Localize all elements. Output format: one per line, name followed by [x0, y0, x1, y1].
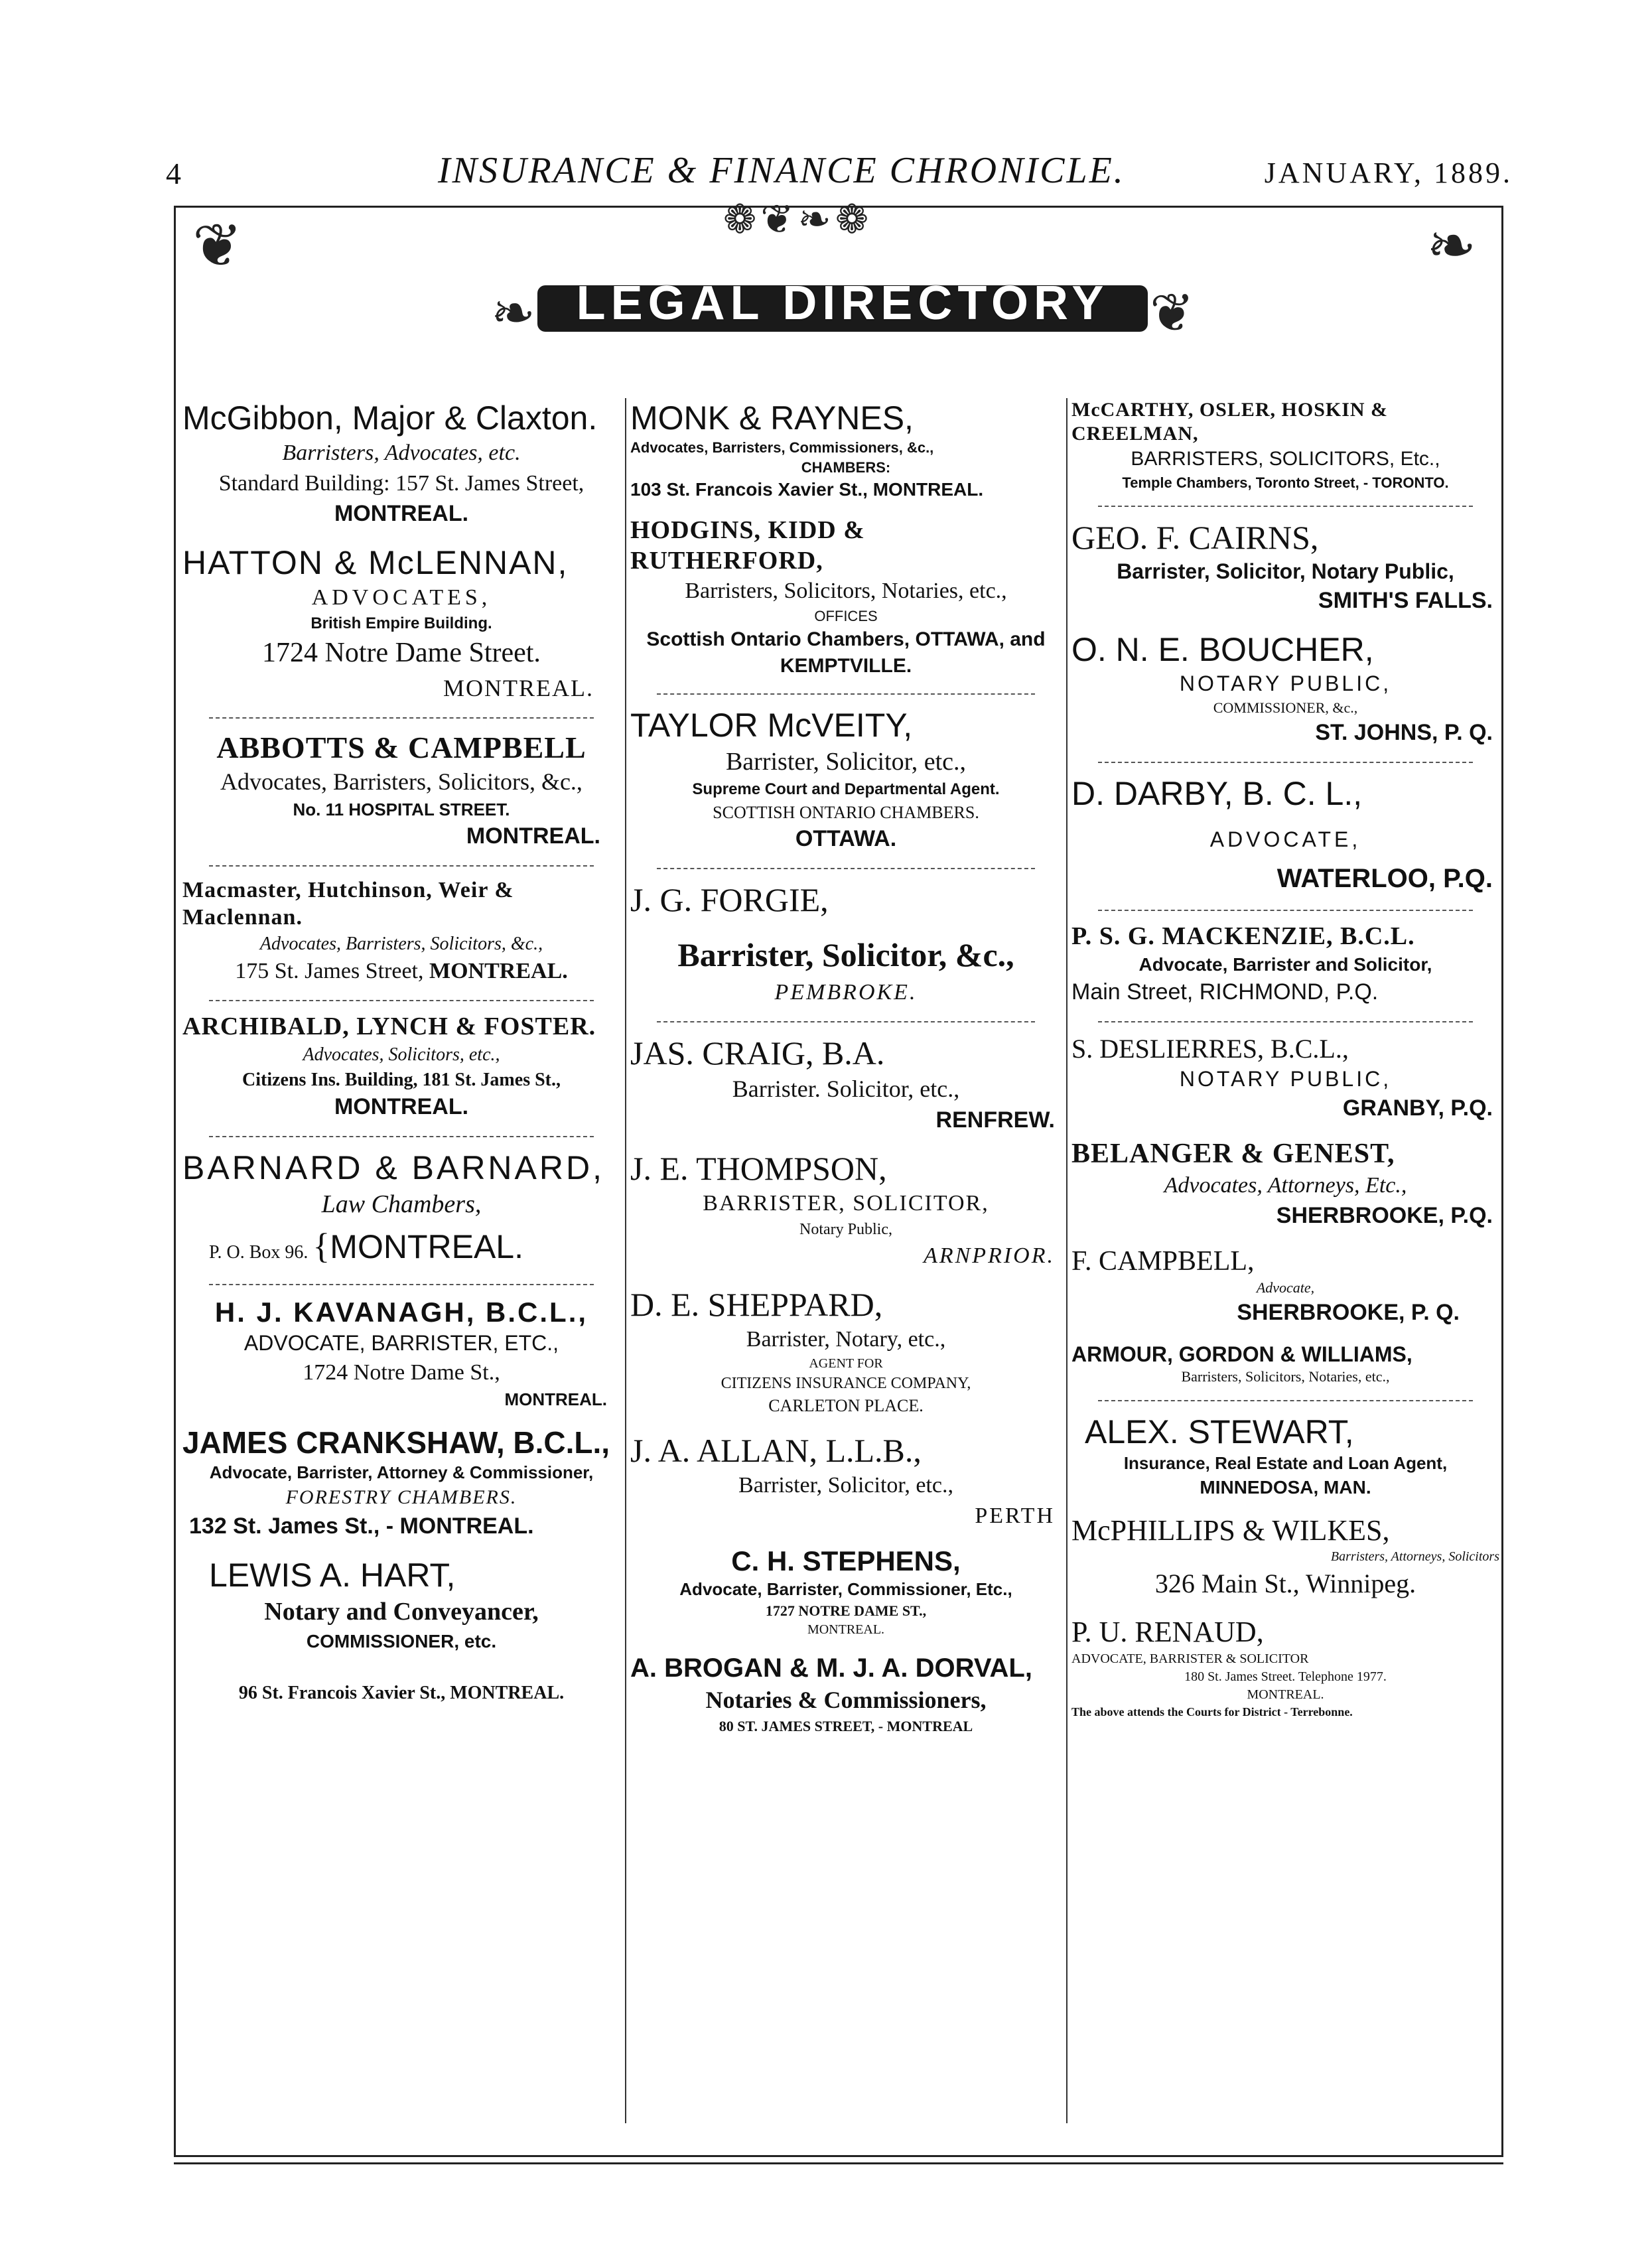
listing-belanger: [1071, 1137, 1499, 1231]
firm-address: 1724 Notre Dame Street.: [262, 637, 541, 668]
listing-mcphillips: [1071, 1513, 1499, 1602]
firm-description: Barrister, Solicitor, Notary Public,: [1117, 559, 1454, 584]
separator: [1098, 762, 1473, 763]
listing-renaud: [1071, 1615, 1499, 1720]
firm-city: MONTREAL.: [807, 1622, 885, 1637]
listing-forgie: [630, 880, 1062, 1008]
firm-description: BARRISTER, SOLICITOR,: [703, 1191, 989, 1216]
separator: [209, 1284, 594, 1285]
firm-name: HATTON & McLENNAN,: [182, 543, 569, 581]
firm-city: SHERBROOKE, P. Q.: [1237, 1299, 1460, 1325]
firm-address: Scottish Ontario Chambers, OTTAWA, and KEMPTVILLE.: [646, 628, 1046, 677]
listing-deslierres: [1071, 1033, 1499, 1124]
scroll-ornament-icon: ❁❦❧❁: [723, 198, 873, 242]
listing-hatton: [182, 543, 620, 705]
separator: [657, 693, 1035, 695]
listing-mccarthy: [1071, 398, 1499, 492]
listing-darby: [1071, 774, 1499, 896]
firm-description: Barrister, Solicitor, etc.,: [725, 747, 967, 776]
firm-box-line: [182, 1222, 620, 1271]
firm-address: 80 ST. JAMES STREET, - MONTREAL: [719, 1717, 973, 1734]
publication-title: INSURANCE & FINANCE CHRONICLE.: [438, 150, 1125, 191]
separator: [1098, 1400, 1473, 1401]
firm-address: 1724 Notre Dame St.,: [303, 1360, 500, 1385]
firm-description: Advocates, Barristers, Commissioners, &c.,: [630, 439, 934, 456]
firm-description: NOTARY PUBLIC,: [1179, 671, 1392, 696]
firm-note: The above attends the Courts for District - Terrebonne.: [1071, 1705, 1353, 1719]
separator: [1098, 506, 1473, 507]
firm-name: D. DARBY, B. C. L.,: [1071, 775, 1363, 813]
flourish-icon: ❧: [1426, 214, 1477, 279]
listing-archibald: [182, 1012, 620, 1123]
firm-name: ARCHIBALD, LYNCH & FOSTER.: [182, 1013, 596, 1041]
flourish-icon: ❦: [1149, 285, 1194, 343]
firm-building: FORESTRY CHAMBERS.: [285, 1486, 517, 1509]
firm-name: TAYLOR McVEITY,: [630, 706, 913, 744]
firm-city: SMITH'S FALLS.: [1318, 588, 1493, 614]
firm-city: GRANBY, P.Q.: [1342, 1095, 1493, 1121]
firm-description: Advocates, Attorneys, Etc.,: [1164, 1172, 1407, 1198]
firm-city: MONTREAL.: [334, 1094, 469, 1120]
firm-address: No. 11 HOSPITAL STREET.: [293, 800, 510, 820]
listing-hodgins: [630, 516, 1062, 680]
firm-description: Barristers, Solicitors, Notaries, etc.,: [685, 579, 1007, 604]
firm-building: British Empire Building.: [310, 614, 492, 632]
listing-sheppard: [630, 1285, 1062, 1417]
firm-address: 1727 NOTRE DAME ST.,: [765, 1602, 927, 1620]
separator: [209, 1136, 594, 1137]
firm-name: F. CAMPBELL,: [1071, 1245, 1255, 1277]
firm-city: PEMBROKE.: [774, 980, 918, 1005]
listing-macmaster: [182, 877, 620, 987]
firm-description: Advocate, Barrister, Attorney & Commissioner,: [209, 1462, 594, 1483]
firm-name: JAMES CRANKSHAW, B.C.L.,: [182, 1425, 610, 1460]
firm-name: J. E. THOMPSON,: [630, 1150, 887, 1188]
firm-city: MINNEDOSA, MAN.: [1200, 1476, 1371, 1498]
firm-name: MONK & RAYNES,: [630, 399, 914, 437]
listing-monk: [630, 398, 1062, 502]
firm-city: ST. JOHNS, P. Q.: [1315, 720, 1493, 746]
firm-city: Main Street, RICHMOND, P.Q.: [1071, 979, 1379, 1005]
firm-description: Barrister, Solicitor, etc.,: [738, 1473, 953, 1498]
listing-mcveity: [630, 705, 1062, 855]
firm-name: P. U. RENAUD,: [1071, 1616, 1264, 1649]
firm-name: H. J. KAVANAGH, B.C.L.,: [214, 1296, 588, 1328]
firm-description: Advocate, Barrister and Solicitor,: [1138, 953, 1432, 975]
listing-thompson: [630, 1149, 1062, 1271]
firm-city: MONTREAL.: [504, 1389, 607, 1410]
brace-icon: {: [312, 1226, 330, 1266]
firm-agent: AGENT FOR: [809, 1356, 883, 1371]
listing-crankshaw: [182, 1425, 620, 1542]
firm-address: Standard Building: 157 St. James Street,: [218, 470, 585, 496]
page-number: 4: [166, 157, 181, 190]
firm-company: CITIZENS INSURANCE COMPANY,: [721, 1374, 971, 1392]
firm-name: D. E. SHEPPARD,: [630, 1285, 883, 1323]
listing-craig: [630, 1033, 1062, 1135]
listing-mcgibbon: [182, 398, 620, 529]
separator: [209, 717, 594, 719]
column-divider: [1066, 398, 1067, 2123]
firm-address: [182, 956, 620, 987]
firm-city: MONTREAL.: [443, 674, 594, 701]
firm-description: BARRISTERS, SOLICITORS, Etc.,: [1131, 448, 1440, 470]
firm-name: BELANGER & GENEST,: [1071, 1138, 1395, 1169]
listing-barnard: [182, 1148, 620, 1270]
firm-name: ARMOUR, GORDON & WILLIAMS,: [1071, 1342, 1412, 1366]
listing-brogan: [630, 1652, 1062, 1736]
flourish-icon: ❦: [192, 214, 243, 279]
firm-city: MONTREAL.: [429, 959, 568, 984]
firm-name: J. A. ALLAN, L.L.B.,: [630, 1432, 922, 1470]
listing-armour: [1071, 1342, 1499, 1387]
listing-boucher: [1071, 630, 1499, 748]
banner-title: LEGAL DIRECTORY: [576, 277, 1109, 330]
firm-city: PERTH: [975, 1503, 1055, 1528]
listing-kavanagh: [182, 1296, 620, 1412]
listing-allan: [630, 1431, 1062, 1531]
firm-address: 180 St. James Street. Telephone 1977.: [1184, 1669, 1387, 1685]
listing-campbell: [1071, 1245, 1499, 1328]
firm-description: ADVOCATE,: [1209, 827, 1361, 852]
separator: [209, 1000, 594, 1001]
firm-city: MONTREAL.: [334, 500, 469, 526]
firm-description: NOTARY PUBLIC,: [1179, 1066, 1392, 1091]
listing-mackenzie: [1071, 922, 1499, 1007]
firm-description: Law Chambers,: [321, 1190, 482, 1219]
firm-description: Advocates, Barristers, Solicitors, &c.,: [259, 933, 543, 954]
firm-name: ABBOTTS & CAMPBELL: [216, 731, 586, 765]
firm-city: OTTAWA.: [795, 825, 897, 851]
firm-name: McPHILLIPS & WILKES,: [1071, 1513, 1390, 1547]
listing-cairns: [1071, 518, 1499, 616]
firm-description: Advocate,: [1256, 1279, 1315, 1296]
firm-description: Advocate, Barrister, Commissioner, Etc.,: [679, 1579, 1012, 1600]
firm-name: J. G. FORGIE,: [630, 880, 829, 918]
firm-commission: COMMISSIONER, &c.,: [1213, 699, 1358, 717]
firm-chambers: SCOTTISH ONTARIO CHAMBERS.: [713, 802, 979, 822]
firm-name: McGibbon, Major & Claxton.: [182, 399, 598, 437]
firm-city: WATERLOO, P.Q.: [1276, 864, 1493, 894]
separator: [657, 1021, 1035, 1022]
firm-name: LEWIS A. HART,: [209, 1556, 456, 1594]
firm-name: A. BROGAN & M. J. A. DORVAL,: [630, 1653, 1032, 1683]
firm-description: Insurance, Real Estate and Loan Agent,: [1123, 1452, 1448, 1473]
firm-description: ADVOCATE, BARRISTER & SOLICITOR: [1071, 1651, 1309, 1667]
firm-description: Notaries & Commissioners,: [705, 1686, 987, 1713]
firm-description: Barristers, Solicitors, Notaries, etc.,: [1181, 1368, 1390, 1385]
firm-description: Barristers, Advocates, etc.: [282, 441, 521, 465]
firm-name: McCARTHY, OSLER, HOSKIN & CREELMAN,: [1071, 399, 1389, 445]
firm-description: Advocates, Barristers, Solicitors, &c.,: [220, 768, 583, 796]
separator: [209, 865, 594, 867]
column-divider: [625, 398, 626, 2123]
listing-stewart: [1071, 1412, 1499, 1500]
firm-address: 96 St. Francois Xavier St., MONTREAL.: [238, 1682, 565, 1703]
right-column: [1071, 398, 1499, 1734]
firm-city: SHERBROOKE, P.Q.: [1276, 1202, 1493, 1228]
firm-name: Macmaster, Hutchinson, Weir & Maclennan.: [182, 878, 514, 930]
firm-name: BARNARD & BARNARD,: [182, 1149, 604, 1187]
firm-name: GEO. F. CAIRNS,: [1071, 519, 1319, 557]
firm-description: Barrister, Notary, etc.,: [746, 1326, 946, 1352]
firm-city: MONTREAL.: [466, 823, 600, 849]
firm-description: Barristers, Attorneys, Solicitors: [1330, 1549, 1499, 1565]
left-column: [182, 398, 620, 1719]
firm-chambers: CHAMBERS:: [801, 458, 891, 476]
separator: [1098, 910, 1473, 911]
listing-stephens: [630, 1545, 1062, 1639]
firm-name: P. S. G. MACKENZIE, B.C.L.: [1071, 922, 1415, 951]
flourish-icon: ❧: [491, 285, 536, 343]
firm-address: 326 Main St., Winnipeg.: [1154, 1569, 1416, 1599]
firm-address: 132 St. James St., - MONTREAL.: [189, 1513, 534, 1539]
firm-city: RENFREW.: [935, 1107, 1055, 1133]
firm-description: Notary and Conveyancer,: [264, 1597, 539, 1626]
firm-offices: OFFICES: [814, 608, 878, 625]
firm-city: CARLETON PLACE.: [768, 1395, 924, 1415]
listing-hart: [182, 1555, 620, 1706]
firm-box: P. O. Box 96.: [209, 1241, 309, 1263]
firm-description: Barrister. Solicitor, etc.,: [732, 1076, 960, 1102]
firm-name: O. N. E. BOUCHER,: [1071, 631, 1374, 669]
firm-description: Advocates, Solicitors, etc.,: [303, 1044, 500, 1065]
firm-address: Temple Chambers, Toronto Street, - TORONTO.: [1122, 474, 1449, 491]
firm-description: ADVOCATE, BARRISTER, ETC.,: [243, 1330, 559, 1355]
separator: [657, 868, 1035, 869]
firm-city: ARNPRIOR.: [924, 1243, 1055, 1268]
issue-date: JANUARY, 1889.: [1264, 157, 1513, 189]
firm-city: MONTREAL.: [330, 1227, 523, 1265]
firm-address: 103 St. Francois Xavier St., MONTREAL.: [630, 479, 984, 500]
firm-commission: COMMISSIONER, etc.: [306, 1631, 497, 1652]
firm-name: JAS. CRAIG, B.A.: [630, 1034, 885, 1072]
middle-column: [630, 398, 1062, 1749]
firm-city: MONTREAL.: [1247, 1687, 1324, 1703]
legal-directory-banner: [491, 259, 1194, 352]
firm-agent: Supreme Court and Departmental Agent.: [692, 780, 1000, 799]
running-header: [153, 149, 1513, 189]
firm-name: C. H. STEPHENS,: [731, 1545, 961, 1576]
firm-description: ADVOCATES,: [311, 585, 492, 610]
firm-street: 175 St. James Street,: [235, 959, 424, 984]
firm-name: S. DESLIERRES, B.C.L.,: [1071, 1033, 1349, 1064]
listing-abbotts: [182, 729, 620, 852]
firm-notary: Notary Public,: [799, 1221, 892, 1239]
firm-name: ALEX. STEWART,: [1085, 1413, 1354, 1450]
firm-description: Barrister, Solicitor, &c.,: [677, 936, 1014, 973]
firm-name: HODGINS, KIDD & RUTHERFORD,: [630, 516, 865, 575]
separator: [1098, 1021, 1473, 1022]
firm-address: Citizens Ins. Building, 181 St. James St.,: [242, 1069, 561, 1090]
